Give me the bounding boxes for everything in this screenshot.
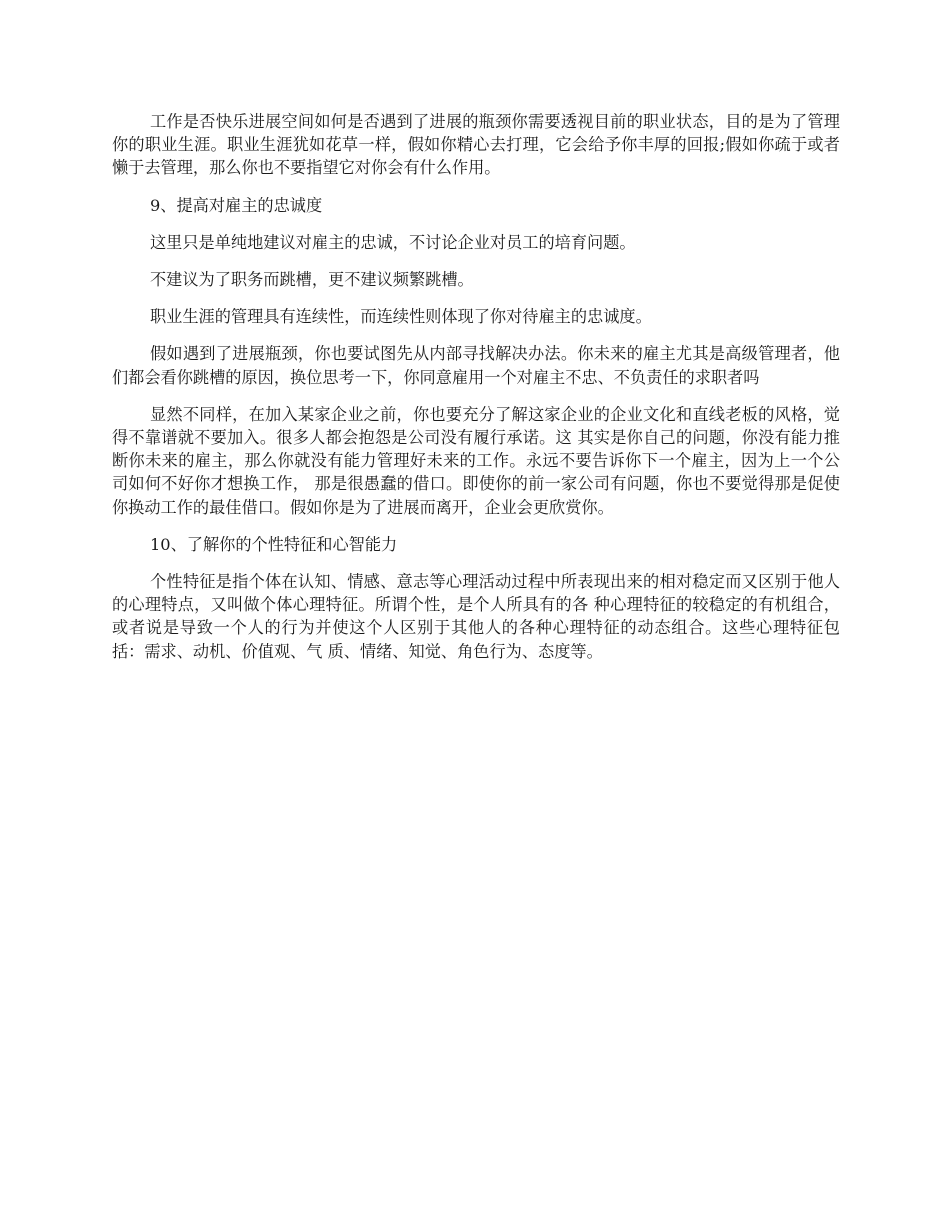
paragraph-personality-traits: 个性特征是指个体在认知、情感、意志等心理活动过程中所表现出来的相对稳定而又区别于他人的心理特点，又叫做个体心理特征。所谓个性，是个人所具有的各 种心理特征的较稳定的有机组合，或者说是导致一个人的行为并使这个人区别于其他人的各种心理特征的动态组合。这些心理特征包括：需求、动机、价值观、气 质、情绪、知觉、角色行为、态度等。 (112, 572, 840, 661)
paragraph-continuity: 职业生涯的管理具有连续性，而连续性则体现了你对待雇主的忠诚度。 (150, 307, 652, 327)
paragraph-bottleneck: 假如遇到了进展瓶颈，你也要试图先从内部寻找解决办法。你未来的雇主尤其是高级管理者，他们都会看你跳槽的原因，换位思考一下，你同意雇用一个对雇主不忠、不负责任的求职者吗 (112, 344, 840, 387)
section-heading-loyalty: 9、提高对雇主的忠诚度 (150, 195, 323, 215)
paragraph-career-status: 工作是否快乐进展空间如何是否遇到了进展的瓶颈你需要透视目前的职业状态，目的是为了管理你的职业生涯。职业生涯犹如花草一样，假如你精心去打理，它会给予你丰厚的回报;假如你疏于或者懒于去管理，那么你也不要指望它对你会有什么作用。 (112, 112, 840, 178)
document-page (112, 110, 840, 677)
section-heading-personality: 10、了解你的个性特征和心智能力 (150, 534, 398, 554)
paragraph-loyalty-intro: 这里只是单纯地建议对雇主的忠诚，不讨论企业对员工的培育问题。 (150, 232, 636, 252)
paragraph-job-hopping: 不建议为了职务而跳槽，更不建议频繁跳槽。 (150, 270, 474, 290)
paragraph-company-culture: 显然不同样，在加入某家企业之前，你也要充分了解这家企业的企业文化和直线老板的风格，觉得不靠谱就不要加入。很多人都会抱怨是公司没有履行承诺。这 其实是你自己的问题，你没有能力推断你未来的雇主，那么你就没有能力管理好未来的工作。永远不要告诉你下一个雇主，因为上一个公司如何不好你才想换工作， 那是很愚蠢的借口。即使你的前一家公司有问题，你也不要觉得那是促使你换动工作的最佳借口。假如你是为了进展而离开，企业会更欣赏你。 (112, 404, 840, 517)
